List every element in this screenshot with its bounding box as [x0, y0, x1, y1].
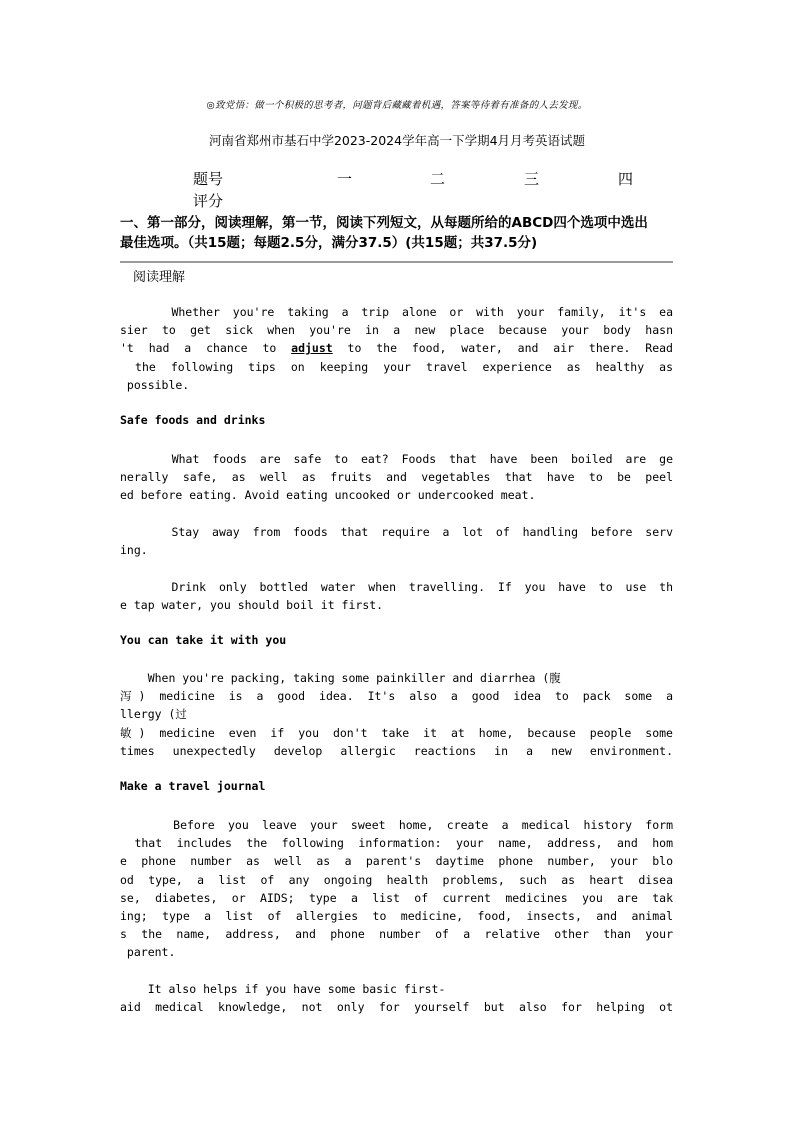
text-line: possible. [120, 377, 190, 392]
text-line: Stay away from foods that require a lot of handling before serv [120, 525, 673, 539]
score-row-label-score: 评分 [193, 192, 224, 210]
heading-safe-foods: Safe foods and drinks [120, 413, 266, 427]
text-line: 泻) medicine is a good idea. It's also a good idea to pack some a [120, 689, 673, 704]
text-line: s the name, address, and phone number of a relative other than your [120, 927, 673, 942]
text-line: ing. [120, 543, 148, 558]
passage-paragraph-4 [120, 578, 673, 614]
passage-paragraph-5 [120, 669, 673, 760]
score-column-2: 二 [430, 170, 446, 188]
text-line: When you're packing, taking some painkiller and diarrhea (腹 [120, 671, 561, 685]
passage-paragraph-7 [120, 980, 673, 1016]
text-line: se, diabetes, or AIDS; type a list of current medicines you are tak [120, 890, 673, 905]
score-column-3: 三 [524, 170, 540, 188]
text-line: sier to get sick when you're in a new place because your body hasn [120, 323, 673, 338]
exam-title: 河南省郑州市基石中学2023-2024学年高一下学期4月月考英语试题 [208, 133, 586, 148]
text-line: ed before eating. Avoid eating uncooked or undercooked meat. [120, 488, 536, 503]
text-line: e phone number as well as a parent's daytime phone number, your blo [120, 854, 673, 869]
section-instruction-line-2: 最佳选项。（共15题；每题2.5分，满分37.5）(共15题；共37.5分) [120, 235, 538, 251]
question-type-label: 阅读理解 [133, 270, 186, 285]
score-column-1: 一 [337, 170, 353, 188]
score-row-label-number: 题号 [193, 170, 224, 188]
heading-take-it-with-you: You can take it with you [120, 633, 287, 647]
text-line: ing; type a list of allergies to medicine, food, insects, and animal [120, 908, 673, 923]
text-segment: 't had a chance to [120, 341, 292, 356]
text-line: Drink only bottled water when travelling. If you have to use th [120, 580, 673, 594]
text-line: aid medical knowledge, not only for yourself but also for helping ot [120, 1000, 673, 1015]
text-line: e tap water, you should boil it first. [120, 598, 384, 613]
text-line: llergy (过 [120, 707, 187, 722]
heading-travel-journal: Make a travel journal [120, 779, 266, 793]
section-divider [120, 261, 673, 263]
text-line: times unexpectedly develop allergic reactions in a new environment. [120, 743, 673, 758]
text-line [120, 339, 673, 357]
text-line: 敏) medicine even if you don't take it at home, because people some [120, 725, 673, 740]
text-line: It also helps if you have some basic first- [120, 982, 446, 996]
passage-paragraph-2 [120, 450, 673, 505]
section-instruction-line-1: 一、第一部分，阅读理解，第一节，阅读下列短文，从每题所给的ABCD四个选项中选出 [120, 215, 648, 231]
text-line: Before you leave your sweet home, create a medical history form [120, 818, 673, 832]
passage-paragraph-6 [120, 816, 673, 962]
text-line: nerally safe, as well as fruits and vegetables that have to be peel [120, 470, 673, 485]
text-line: od type, a list of any ongoing health problems, such as heart disea [120, 872, 673, 887]
text-segment: to the food, water, and air there. Read [332, 341, 673, 356]
underlined-word-adjust: adjust [291, 341, 333, 356]
text-line: Whether you're taking a trip alone or with your family, it's ea [120, 305, 673, 319]
text-line: the following tips on keeping your travel experience as healthy as [120, 359, 673, 374]
text-line: What foods are safe to eat? Foods that have been boiled are ge [120, 452, 673, 466]
motto-line: ◎致党悟：做一个积极的思考者，问题背后藏藏着机遇，答案等待着有准备的人去发现。 [206, 100, 588, 111]
text-line: parent. [120, 945, 176, 960]
passage-paragraph-3 [120, 523, 673, 559]
text-line: that includes the following information: your name, address, and hom [120, 836, 673, 851]
passage-paragraph-1 [120, 303, 673, 394]
score-column-4: 四 [618, 170, 634, 188]
